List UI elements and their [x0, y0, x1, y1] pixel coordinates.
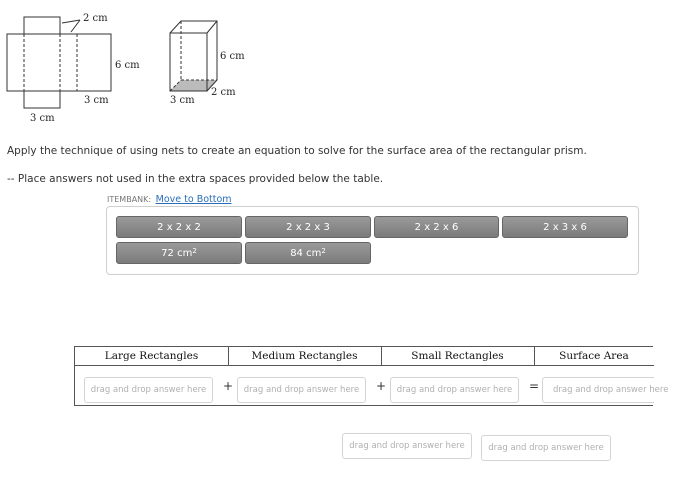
net-bottom-label: 3 cm — [84, 95, 109, 106]
drop-zone-large[interactable]: drag and drop answer here — [84, 377, 213, 403]
answer-tile[interactable]: 2 x 2 x 2 — [116, 216, 242, 238]
prism-diagram — [170, 21, 217, 91]
extra-drop-zone[interactable]: drag and drop answer here — [481, 435, 611, 461]
itembank-label: ITEMBANK: — [107, 195, 152, 204]
itembank-panel — [106, 206, 639, 275]
tile-exponent: 2 — [192, 247, 197, 255]
column-divider — [534, 347, 535, 366]
instructions-note: -- Place answers not used in the extra spaces provided below the table. — [7, 173, 384, 185]
move-to-bottom-link[interactable]: Move to Bottom — [155, 194, 232, 205]
prism-depth-label: 2 cm — [211, 87, 236, 98]
answer-table — [74, 346, 669, 406]
answer-tile[interactable]: 2 x 2 x 6 — [374, 216, 499, 238]
drop-zone-small[interactable]: drag and drop answer here — [390, 377, 519, 403]
net-left-bottom-label: 3 cm — [30, 113, 55, 124]
header-small-rectangles: Small Rectangles — [381, 347, 534, 366]
header-medium-rectangles: Medium Rectangles — [228, 347, 381, 366]
answer-tile[interactable]: 2 x 3 x 6 — [502, 216, 628, 238]
plus-operator: + — [223, 379, 234, 393]
tile-exponent: 2 — [321, 247, 326, 255]
answer-tile[interactable] — [245, 242, 371, 264]
figures — [0, 0, 260, 130]
header-surface-area: Surface Area — [534, 347, 654, 366]
prism-width-label: 3 cm — [170, 95, 195, 106]
drop-zone-surface-area[interactable]: drag and drop answer here — [542, 377, 654, 403]
net-side-label: 6 cm — [115, 60, 140, 71]
answer-tile[interactable] — [116, 242, 242, 264]
net-top-label: 2 cm — [83, 13, 108, 24]
prism-height-label: 6 cm — [220, 51, 245, 62]
plus-operator: + — [376, 379, 387, 393]
equals-operator: = — [529, 379, 540, 393]
drop-zone-medium[interactable]: drag and drop answer here — [237, 377, 366, 403]
question-prompt: Apply the technique of using nets to create an equation to solve for the surface area of the rectangular prism. — [7, 145, 587, 157]
tile-text: 72 cm — [161, 247, 193, 259]
extra-drop-zone[interactable]: drag and drop answer here — [342, 433, 472, 459]
header-large-rectangles: Large Rectangles — [75, 347, 228, 366]
tile-text: 84 cm — [290, 247, 322, 259]
answer-tile[interactable]: 2 x 2 x 3 — [245, 216, 371, 238]
column-divider — [381, 347, 382, 366]
itembank-header — [107, 194, 232, 205]
column-divider — [228, 347, 229, 366]
